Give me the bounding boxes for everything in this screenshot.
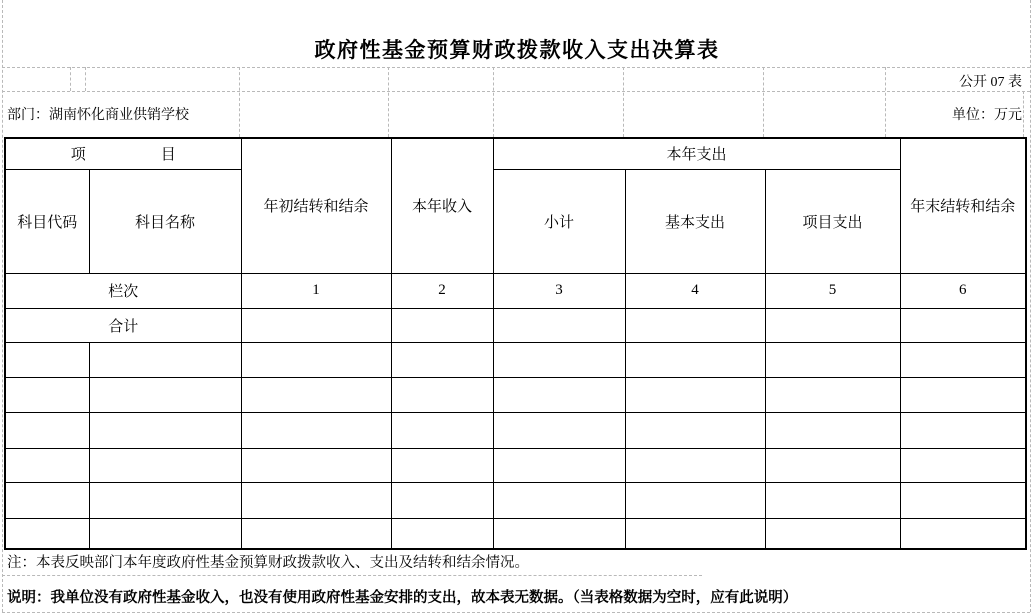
empty-cell: [5, 518, 89, 549]
gridline: [885, 67, 886, 137]
empty-cell: [391, 448, 493, 482]
empty-data-row: [5, 377, 1026, 412]
empty-cell: [89, 482, 241, 518]
statement-text: 说明：我单位没有政府性基金收入，也没有使用政府性基金安排的支出，故本表无数据。（当表格数据为空时，应有此说明）: [7, 590, 798, 606]
gridline: [2, 612, 1030, 613]
empty-cell: [5, 482, 89, 518]
empty-cell: [493, 377, 625, 412]
gridline: [2, 67, 1030, 68]
budget-table: [4, 137, 1027, 550]
total-value-cell: [765, 308, 900, 342]
empty-cell: [5, 342, 89, 377]
total-label-cell: 合计: [5, 308, 241, 342]
empty-cell: [241, 482, 391, 518]
empty-cell: [900, 518, 1026, 549]
gridline: [763, 67, 764, 137]
doc-number-label: 公开 07 表: [959, 75, 1022, 90]
empty-cell: [765, 412, 900, 448]
column-index-cell: 2: [391, 273, 493, 308]
empty-data-row: [5, 518, 1026, 549]
empty-cell: [89, 412, 241, 448]
empty-cell: [625, 518, 765, 549]
empty-cell: [765, 342, 900, 377]
column-index-cell: 5: [765, 273, 900, 308]
header-closing-balance-cell: 年末结转和结余: [900, 138, 1026, 273]
column-index-cell: 1: [241, 273, 391, 308]
header-project-expenditure-cell: 项目支出: [765, 169, 900, 273]
total-value-cell: [625, 308, 765, 342]
empty-cell: [900, 482, 1026, 518]
empty-cell: [241, 412, 391, 448]
header-subtotal-cell: 小计: [493, 169, 625, 273]
empty-cell: [241, 342, 391, 377]
empty-cell: [765, 448, 900, 482]
empty-cell: [391, 518, 493, 549]
column-index-cell: 6: [900, 273, 1026, 308]
gridline: [239, 67, 240, 137]
total-value-cell: [391, 308, 493, 342]
empty-cell: [89, 448, 241, 482]
header-current-expenditure-cell: 本年支出: [493, 138, 900, 169]
empty-cell: [765, 377, 900, 412]
empty-cell: [89, 342, 241, 377]
empty-cell: [241, 377, 391, 412]
empty-cell: [765, 518, 900, 549]
empty-cell: [493, 342, 625, 377]
empty-cell: [493, 518, 625, 549]
gridline: [1023, 91, 1024, 137]
empty-data-row: [5, 412, 1026, 448]
header-basic-expenditure-cell: 基本支出: [625, 169, 765, 273]
header-current-income-cell: 本年收入: [391, 138, 493, 273]
header-project-cell: 项 目: [5, 138, 241, 169]
empty-cell: [391, 412, 493, 448]
empty-cell: [493, 412, 625, 448]
department-label: 部门：湖南怀化商业供销学校: [7, 108, 189, 123]
empty-data-row: [5, 342, 1026, 377]
empty-cell: [89, 377, 241, 412]
header-opening-balance-cell: 年初结转和结余: [241, 138, 391, 273]
empty-cell: [900, 412, 1026, 448]
empty-cell: [625, 377, 765, 412]
header-subject-code-cell: 科目代码: [5, 169, 89, 273]
empty-data-row: [5, 448, 1026, 482]
empty-cell: [625, 412, 765, 448]
gridline: [1030, 0, 1031, 612]
gridline: [2, 0, 3, 612]
empty-cell: [625, 342, 765, 377]
gridline: [493, 67, 494, 137]
empty-cell: [241, 448, 391, 482]
unit-label: 单位：万元: [952, 108, 1022, 123]
total-value-cell: [900, 308, 1026, 342]
empty-cell: [625, 448, 765, 482]
note-text: 注：本表反映部门本年度政府性基金预算财政拨款收入、支出及结转和结余情况。: [7, 555, 529, 571]
total-value-cell: [493, 308, 625, 342]
empty-cell: [765, 482, 900, 518]
empty-cell: [493, 448, 625, 482]
gridline: [85, 67, 86, 91]
total-value-cell: [241, 308, 391, 342]
empty-data-row: [5, 482, 1026, 518]
empty-cell: [900, 342, 1026, 377]
empty-cell: [493, 482, 625, 518]
page-title: 政府性基金预算财政拨款收入支出决算表: [314, 39, 720, 62]
column-index-label-cell: 栏次: [5, 273, 241, 308]
empty-cell: [5, 412, 89, 448]
empty-cell: [900, 377, 1026, 412]
empty-cell: [5, 377, 89, 412]
gridline: [623, 67, 624, 137]
empty-cell: [89, 518, 241, 549]
empty-cell: [391, 342, 493, 377]
gridline: [2, 575, 702, 576]
empty-cell: [625, 482, 765, 518]
column-index-cell: 4: [625, 273, 765, 308]
gridline: [388, 67, 389, 137]
gridline: [2, 91, 1030, 92]
gridline: [70, 67, 71, 91]
empty-cell: [391, 482, 493, 518]
empty-cell: [241, 518, 391, 549]
empty-cell: [5, 448, 89, 482]
column-index-cell: 3: [493, 273, 625, 308]
empty-cell: [391, 377, 493, 412]
header-subject-name-cell: 科目名称: [89, 169, 241, 273]
empty-cell: [900, 448, 1026, 482]
